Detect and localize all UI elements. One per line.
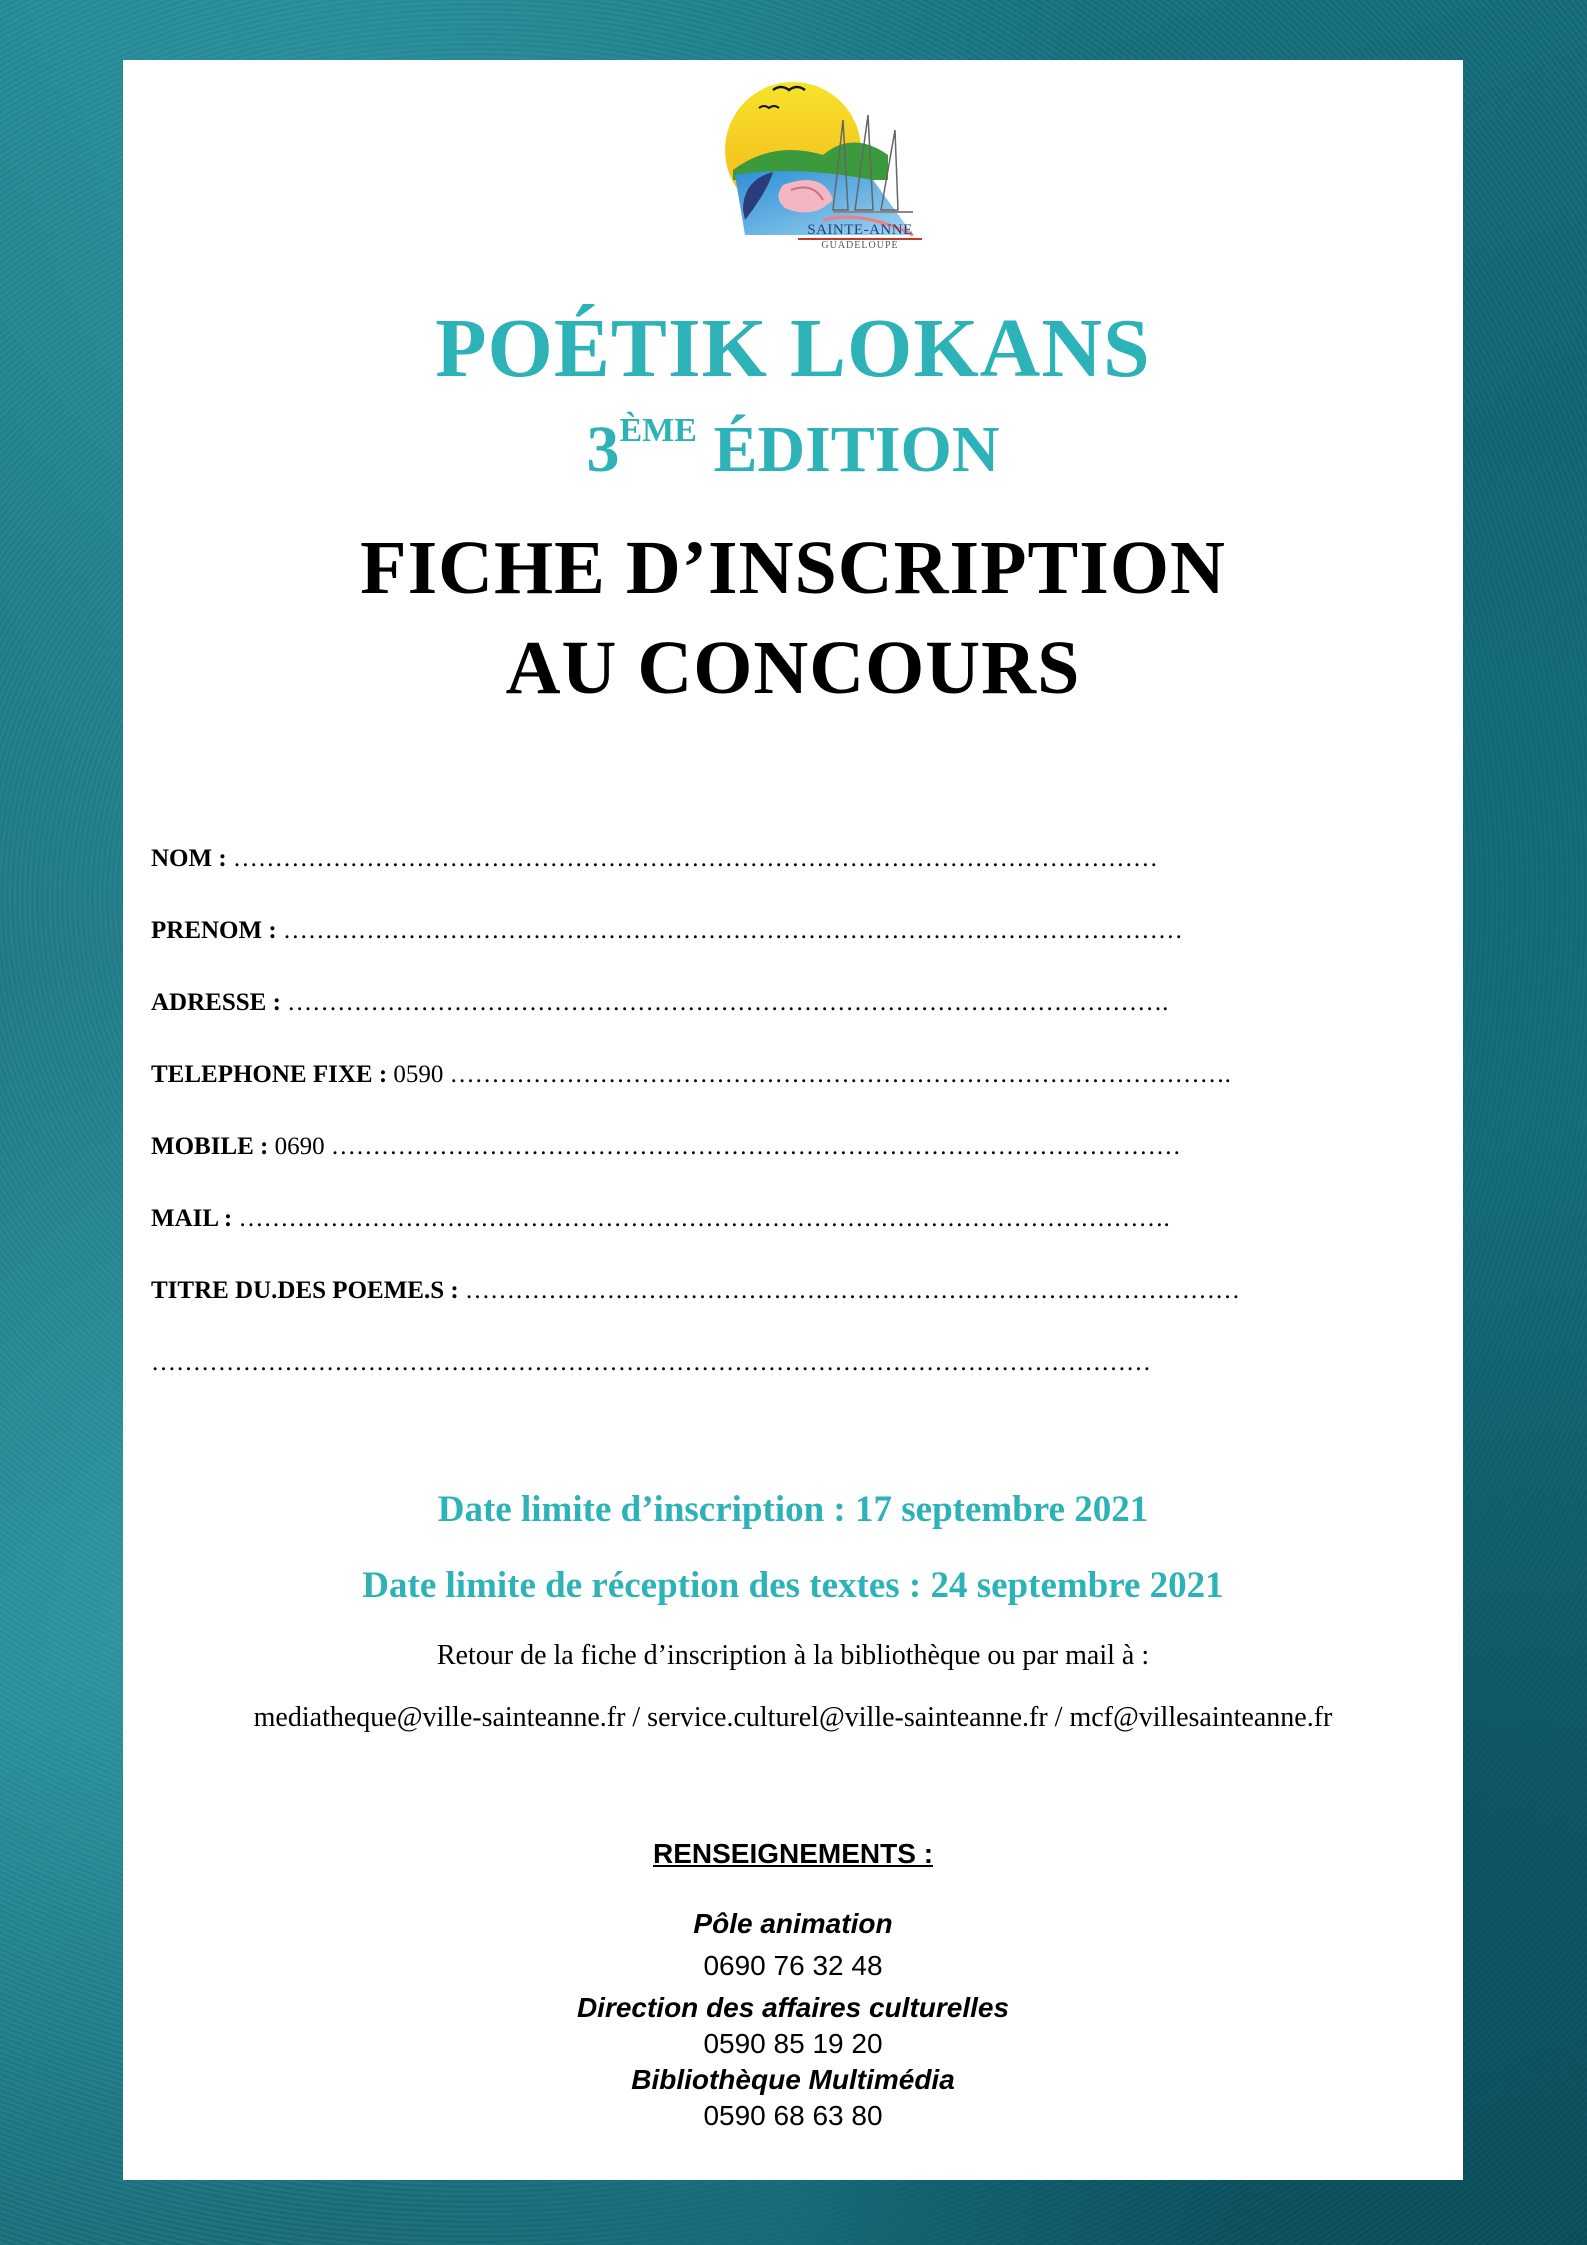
contact-emails: mediatheque@ville-sainteanne.fr / service.culturel@ville-sainteanne.fr / mcf@villesainteanne.fr [253,1702,1333,1733]
info-heading: RENSEIGNEMENTS : [652,1838,934,1869]
contact-name: Bibliothèque Multimédia [631,2064,955,2095]
field-label: TELEPHONE FIXE : [151,1061,388,1088]
field-dots: ………………………………………………………………………………………………… [232,845,1158,872]
form-heading-line-2: AU CONCOURS [505,626,1081,710]
field-dots: …………………………………………………………………………………. [449,1061,1231,1088]
form-heading-line-1: FICHE D’INSCRIPTION [360,526,1226,610]
field-label: MOBILE : [151,1133,269,1160]
texts-deadline: Date limite de réception des textes : 24 septembre 2021 [362,1565,1224,1606]
contact-name: Pôle animation [693,1908,893,1939]
registration-form-sheet [123,60,1463,2180]
logo-subname: GUADELOUPE [821,240,899,251]
field-mobile[interactable] [151,1133,1431,1161]
contact-phone: 0690 76 32 48 [703,1950,883,1981]
field-nom[interactable] [151,845,1431,873]
field-prenom[interactable] [151,917,1431,945]
logo-name: SAINTE-ANNE [807,222,913,238]
return-instructions: Retour de la fiche d’inscription à la bibliothèque ou par mail à : [436,1640,1150,1671]
field-titre-poemes[interactable] [151,1277,1431,1305]
edition-suffix: ÈME [619,412,697,449]
field-prefix: 0690 [274,1133,325,1160]
edition-line [123,412,1463,488]
contact-phone: 0590 85 19 20 [703,2028,883,2059]
field-label: TITRE DU.DES POEME.S : [151,1277,459,1304]
field-titre-poemes-continuation[interactable] [151,1349,1431,1377]
field-telephone-fixe[interactable] [151,1061,1431,1089]
field-adresse[interactable] [151,989,1431,1017]
field-label: PRENOM : [151,917,277,944]
field-mail[interactable] [151,1205,1431,1233]
field-label: MAIL : [151,1205,233,1232]
field-label: NOM : [151,845,227,872]
event-title: POÉTIK LOKANS [435,302,1151,395]
field-dots: …………………………………………………………………………………………………. [238,1205,1170,1232]
field-dots: ……………………………………………………………………………………………. [287,989,1169,1016]
contact-name: Direction des affaires culturelles [576,1992,1010,2023]
field-prefix: 0590 [393,1061,444,1088]
field-dots: ………………………………………………………………………………………… [330,1133,1181,1160]
contact-phone: 0590 68 63 80 [703,2100,883,2131]
field-dots: ……………………………………………………………………………………………… [282,917,1183,944]
registration-deadline: Date limite d’inscription : 17 septembre 2021 [437,1489,1149,1530]
field-label: ADRESSE : [151,989,281,1016]
sainte-anne-logo [673,60,943,260]
edition-word: ÉDITION [713,413,1000,486]
field-dots: ………………………………………………………………………………………………………… [151,1349,1151,1376]
edition-number: 3 [586,413,620,486]
field-dots: ………………………………………………………………………………… [464,1277,1240,1304]
